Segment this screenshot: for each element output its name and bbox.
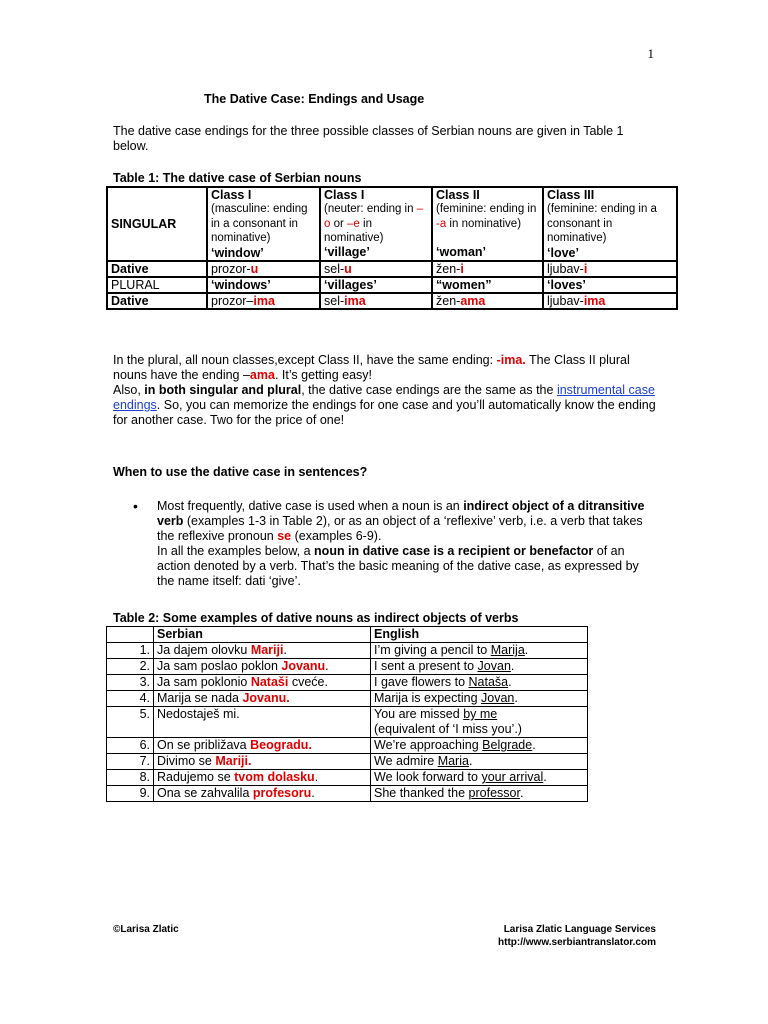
- footer-url[interactable]: http://www.serbiantranslator.com: [498, 937, 656, 948]
- class-col-3: Class II (feminine: ending in -a in nominative) ‘woman’: [432, 187, 543, 261]
- table-row: 2. Ja sam poslao poklon Jovanu. I sent a present to Jovan.: [107, 659, 588, 675]
- table-row: 5. Nedostaješ mi. You are missed by me (equivalent of ‘I miss you’.): [107, 707, 588, 738]
- section-heading: When to use the dative case in sentences?: [113, 465, 368, 479]
- table-row: 9. Ona se zahvalila profesoru. She thanked the professor.: [107, 786, 588, 802]
- table-header-row: Serbian English: [107, 627, 588, 643]
- instrumental-case-link[interactable]: instrumental case endings: [113, 383, 655, 412]
- table-row: 8. Radujemo se tvom dolasku. We look forward to your arrival.: [107, 770, 588, 786]
- footer-company: Larisa Zlatic Language Services http://www.serbiantranslator.com: [498, 924, 656, 948]
- page-title: The Dative Case: Endings and Usage: [204, 92, 425, 106]
- dative-plural-row: Dative prozor–ima sel-ima žen-ama ljubav-ima: [107, 293, 677, 309]
- page-number: 1: [647, 46, 654, 61]
- plural-row: PLURAL ‘windows’ ‘villages’ “women” ‘loves’: [107, 277, 677, 293]
- intro-paragraph: The dative case endings for the three possible classes of Serbian nouns are given in Table 1 below.: [113, 124, 624, 153]
- class-col-1: Class I (masculine: ending in a consonant in nominative) ‘window’: [207, 187, 320, 261]
- table-row: 6. On se približava Beogradu. We’re approaching Belgrade.: [107, 738, 588, 754]
- bullet-icon: •: [133, 498, 138, 514]
- class-col-2: Class I (neuter: ending in –o or –e in nominative) ‘village’: [320, 187, 432, 261]
- singular-label: SINGULAR: [107, 187, 207, 261]
- dative-singular-row: Dative prozor-u sel-u žen-i ljubav-i: [107, 261, 677, 277]
- table-header-row: [107, 187, 677, 261]
- class-col-4: Class III (feminine: ending in a consonant in nominative) ‘love’: [543, 187, 677, 261]
- examples-table: [106, 626, 588, 802]
- table2-caption: Table 2: Some examples of dative nouns as indirect objects of verbs: [113, 611, 519, 625]
- table-row: 3. Ja sam poklonio Nataši cveće. I gave flowers to Nataša.: [107, 675, 588, 691]
- plural-paragraph: In the plural, all noun classes,except Class II, have the same ending: -ima. The Class II plural nouns have the ending –ama. It’s getting easy! Also, in both singular and plural, the dative case endings are the same as the instrumental case endings. So, you can memorize the endings for one case and you’ll automatically know the ending for another case. Two for the price of one!: [113, 353, 656, 427]
- bullet-paragraph: Most frequently, dative case is used when a noun is an indirect object of a ditransitive verb (examples 1-3 in Table 2), or as an object of a ‘reflexive’ verb, i.e. a verb that takes the reflexive pronoun se (examples 6-9). In all the examples below, a noun in dative case is a recipient or benefactor of an action denoted by a verb. That’s the basic meaning of the dative case, as expressed by the name itself: dati ‘give’.: [157, 499, 645, 588]
- table-row: 4. Marija se nada Jovanu. Marija is expecting Jovan.: [107, 691, 588, 707]
- table-row: 7. Divimo se Mariji. We admire Maria.: [107, 754, 588, 770]
- footer-copyright: ©Larisa Zlatic: [113, 924, 179, 935]
- table-row: 1. Ja dajem olovku Mariji. I’m giving a pencil to Marija.: [107, 643, 588, 659]
- table1-caption: Table 1: The dative case of Serbian nouns: [113, 171, 362, 185]
- dative-endings-table: [106, 186, 678, 310]
